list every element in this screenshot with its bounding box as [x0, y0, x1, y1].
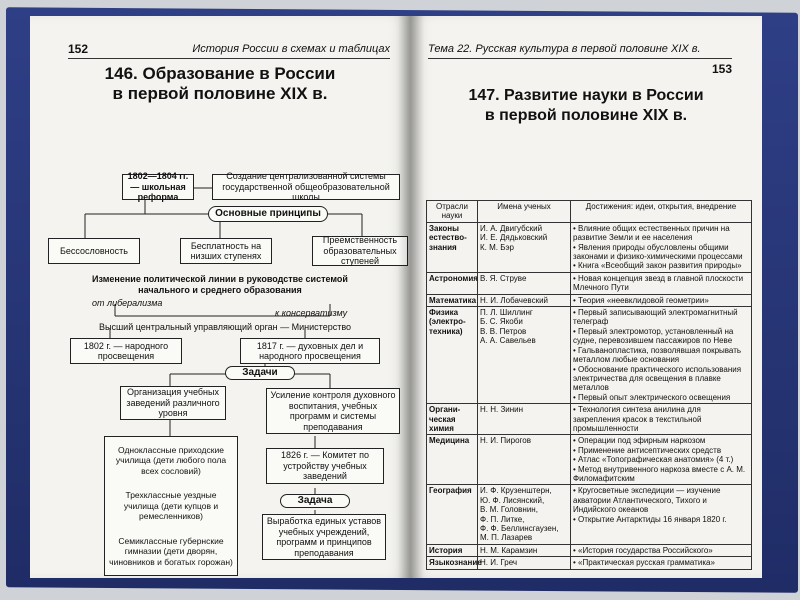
task-right-box: Усиление контроля духовного воспитания, учебных программ и системы преподавания [266, 388, 400, 434]
right-header-text: Тема 22. Русская культура в первой половине XIX в. [428, 43, 701, 55]
cell-names: Н. И. Лобачевский [478, 294, 571, 306]
committee-1826-box: 1826 г. — Комитет по устройству учебных заведений [266, 448, 384, 484]
cell-achievements: • Первый записывающий электромагнитный телеграф • Первый электромотор, установленный на судне, перевозившем пассажиров по Неве • Гальванопластика, позволявшая покрывать металлом любые основания • Обоснование практического использования электричества для освещения в плавке металлов • Первый опыт электрического освещения [571, 307, 752, 404]
cell-field: География [427, 485, 478, 544]
cell-field: Математика [427, 294, 478, 306]
principle-continuity: Преемственность образовательных ступеней [312, 236, 408, 266]
cell-achievements: • Кругосветные экспедиции — изучение акватории Атлантического, Тихого и Индийского океанов • Открытие Антарктиды 16 января 1820 г. [571, 485, 752, 544]
cell-names: Н. Н. Зинин [478, 404, 571, 435]
left-title-line1: 146. Образование в России [104, 64, 336, 83]
science-table [426, 200, 752, 570]
right-running-header [428, 42, 732, 76]
left-page-number: 152 [68, 42, 89, 56]
cell-achievements: • «История государства Российского» [571, 544, 752, 556]
to-conservative-text: к консерватизму [275, 308, 348, 318]
right-title-line2: в первой половине XIX в. [484, 107, 688, 124]
cell-field: Органи-ческая химия [427, 404, 478, 435]
cell-field: Языкознание [427, 557, 478, 569]
left-title-line2: в первой половине XIX в. [112, 84, 328, 103]
ministry-1817-box: 1817 г. — духовных дел и народного просвещения [240, 338, 380, 364]
principle-classless: Бессословность [48, 238, 140, 264]
task2-box: Выработка единых уставов учебных учреждений, программ и принципов преподавания [262, 514, 386, 560]
left-header-text: История России в схемах и таблицах [192, 43, 390, 55]
school-gymnasium: Семиклассные губернские гимназии (дети дворян, чиновников и богатых горожан) [109, 535, 233, 567]
table-row [427, 485, 752, 544]
supreme-body-text: Высший центральный управляющий орган — Министерство [98, 321, 352, 332]
header-field: Отрасли науки [427, 201, 478, 223]
cell-achievements: • Операции под эфирным наркозом • Применение антисептических средств • Атлас «Топографическая анатомия» (4 т.) • Метод внутривенного наркоза вместе с А. М. Филомафитским [571, 435, 752, 485]
cell-field: История [427, 544, 478, 556]
table-row [427, 435, 752, 485]
cell-achievements: • Теория «неевклидовой геометрии» [571, 294, 752, 306]
school-district: Трехклассные уездные училища (дети купцов и ремесленников) [123, 490, 219, 522]
task2-pill: Задача [280, 494, 350, 508]
cell-field: Физика (электро-техника) [427, 307, 478, 404]
cell-field: Законы естество-знания [427, 222, 478, 272]
cell-achievements: • Новая концепция звезд в главной плоскости Млечного Пути [571, 272, 752, 294]
principles-pill: Основные принципы [208, 206, 328, 222]
left-page [30, 16, 410, 578]
table-row [427, 544, 752, 556]
from-liberal-text: от либерализма [92, 298, 163, 308]
ministry-1802-box: 1802 г. — народного просвещения [70, 338, 182, 364]
cell-names: И. Ф. Крузенштерн, Ю. Ф. Лисянский, В. М. Головнин, Ф. П. Литке, Ф. Ф. Беллинсгаузен, М. П. Лазарев [478, 485, 571, 544]
table-row [427, 557, 752, 569]
right-page [410, 16, 762, 578]
cell-field: Астрономия [427, 272, 478, 294]
cell-names: Н. И. Пирогов [478, 435, 571, 485]
principle-free: Бесплатность на низших ступенях [180, 238, 272, 264]
cell-names: В. Я. Струве [478, 272, 571, 294]
table-row [427, 307, 752, 404]
cell-achievements: • Технология синтеза анилина для закрепления красок в текстильной промышленности [571, 404, 752, 435]
cell-names: Н. М. Карамзин [478, 544, 571, 556]
schools-box [104, 436, 238, 576]
task-left-box: Организация учебных заведений различного уровня [120, 386, 226, 420]
right-page-number: 153 [711, 62, 732, 76]
table-header-row [427, 201, 752, 223]
cell-names: И. А. Двигубский И. Е. Дядьковский К. М. Бэр [478, 222, 571, 272]
cell-names: Н. И. Греч [478, 557, 571, 569]
reform-desc-box: Создание централизованной системы государственной общеобразовательной школы [212, 174, 400, 200]
cell-field: Медицина [427, 435, 478, 485]
school-parish: Одноклассные приходские училища (дети любого пола всех сословий) [115, 444, 227, 476]
table-row [427, 404, 752, 435]
table-row [427, 272, 752, 294]
cell-achievements: • «Практическая русская грамматика» [571, 557, 752, 569]
header-names: Имена ученых [478, 201, 571, 223]
tasks-pill: Задачи [225, 366, 295, 380]
reform-label-box: 1802—1804 гг. — школьная реформа [122, 174, 194, 200]
policy-change-text: Изменение политической линии в руководстве системой начального и среднего образования [92, 274, 348, 295]
cell-names: П. Л. Шиллинг Б. С. Якоби В. В. Петров А. А. Савельев [478, 307, 571, 404]
right-title-line1: 147. Развитие науки в России [468, 87, 704, 104]
table-row [427, 222, 752, 272]
cell-achievements: • Влияние общих естественных причин на развитие Земли и ее населения • Явления природы обусловлены общими законами и физико-химическими процессами • Книга «Всеобщий закон развития природы» [571, 222, 752, 272]
table-row [427, 294, 752, 306]
header-achievements: Достижения: идеи, открытия, внедрение [571, 201, 752, 223]
